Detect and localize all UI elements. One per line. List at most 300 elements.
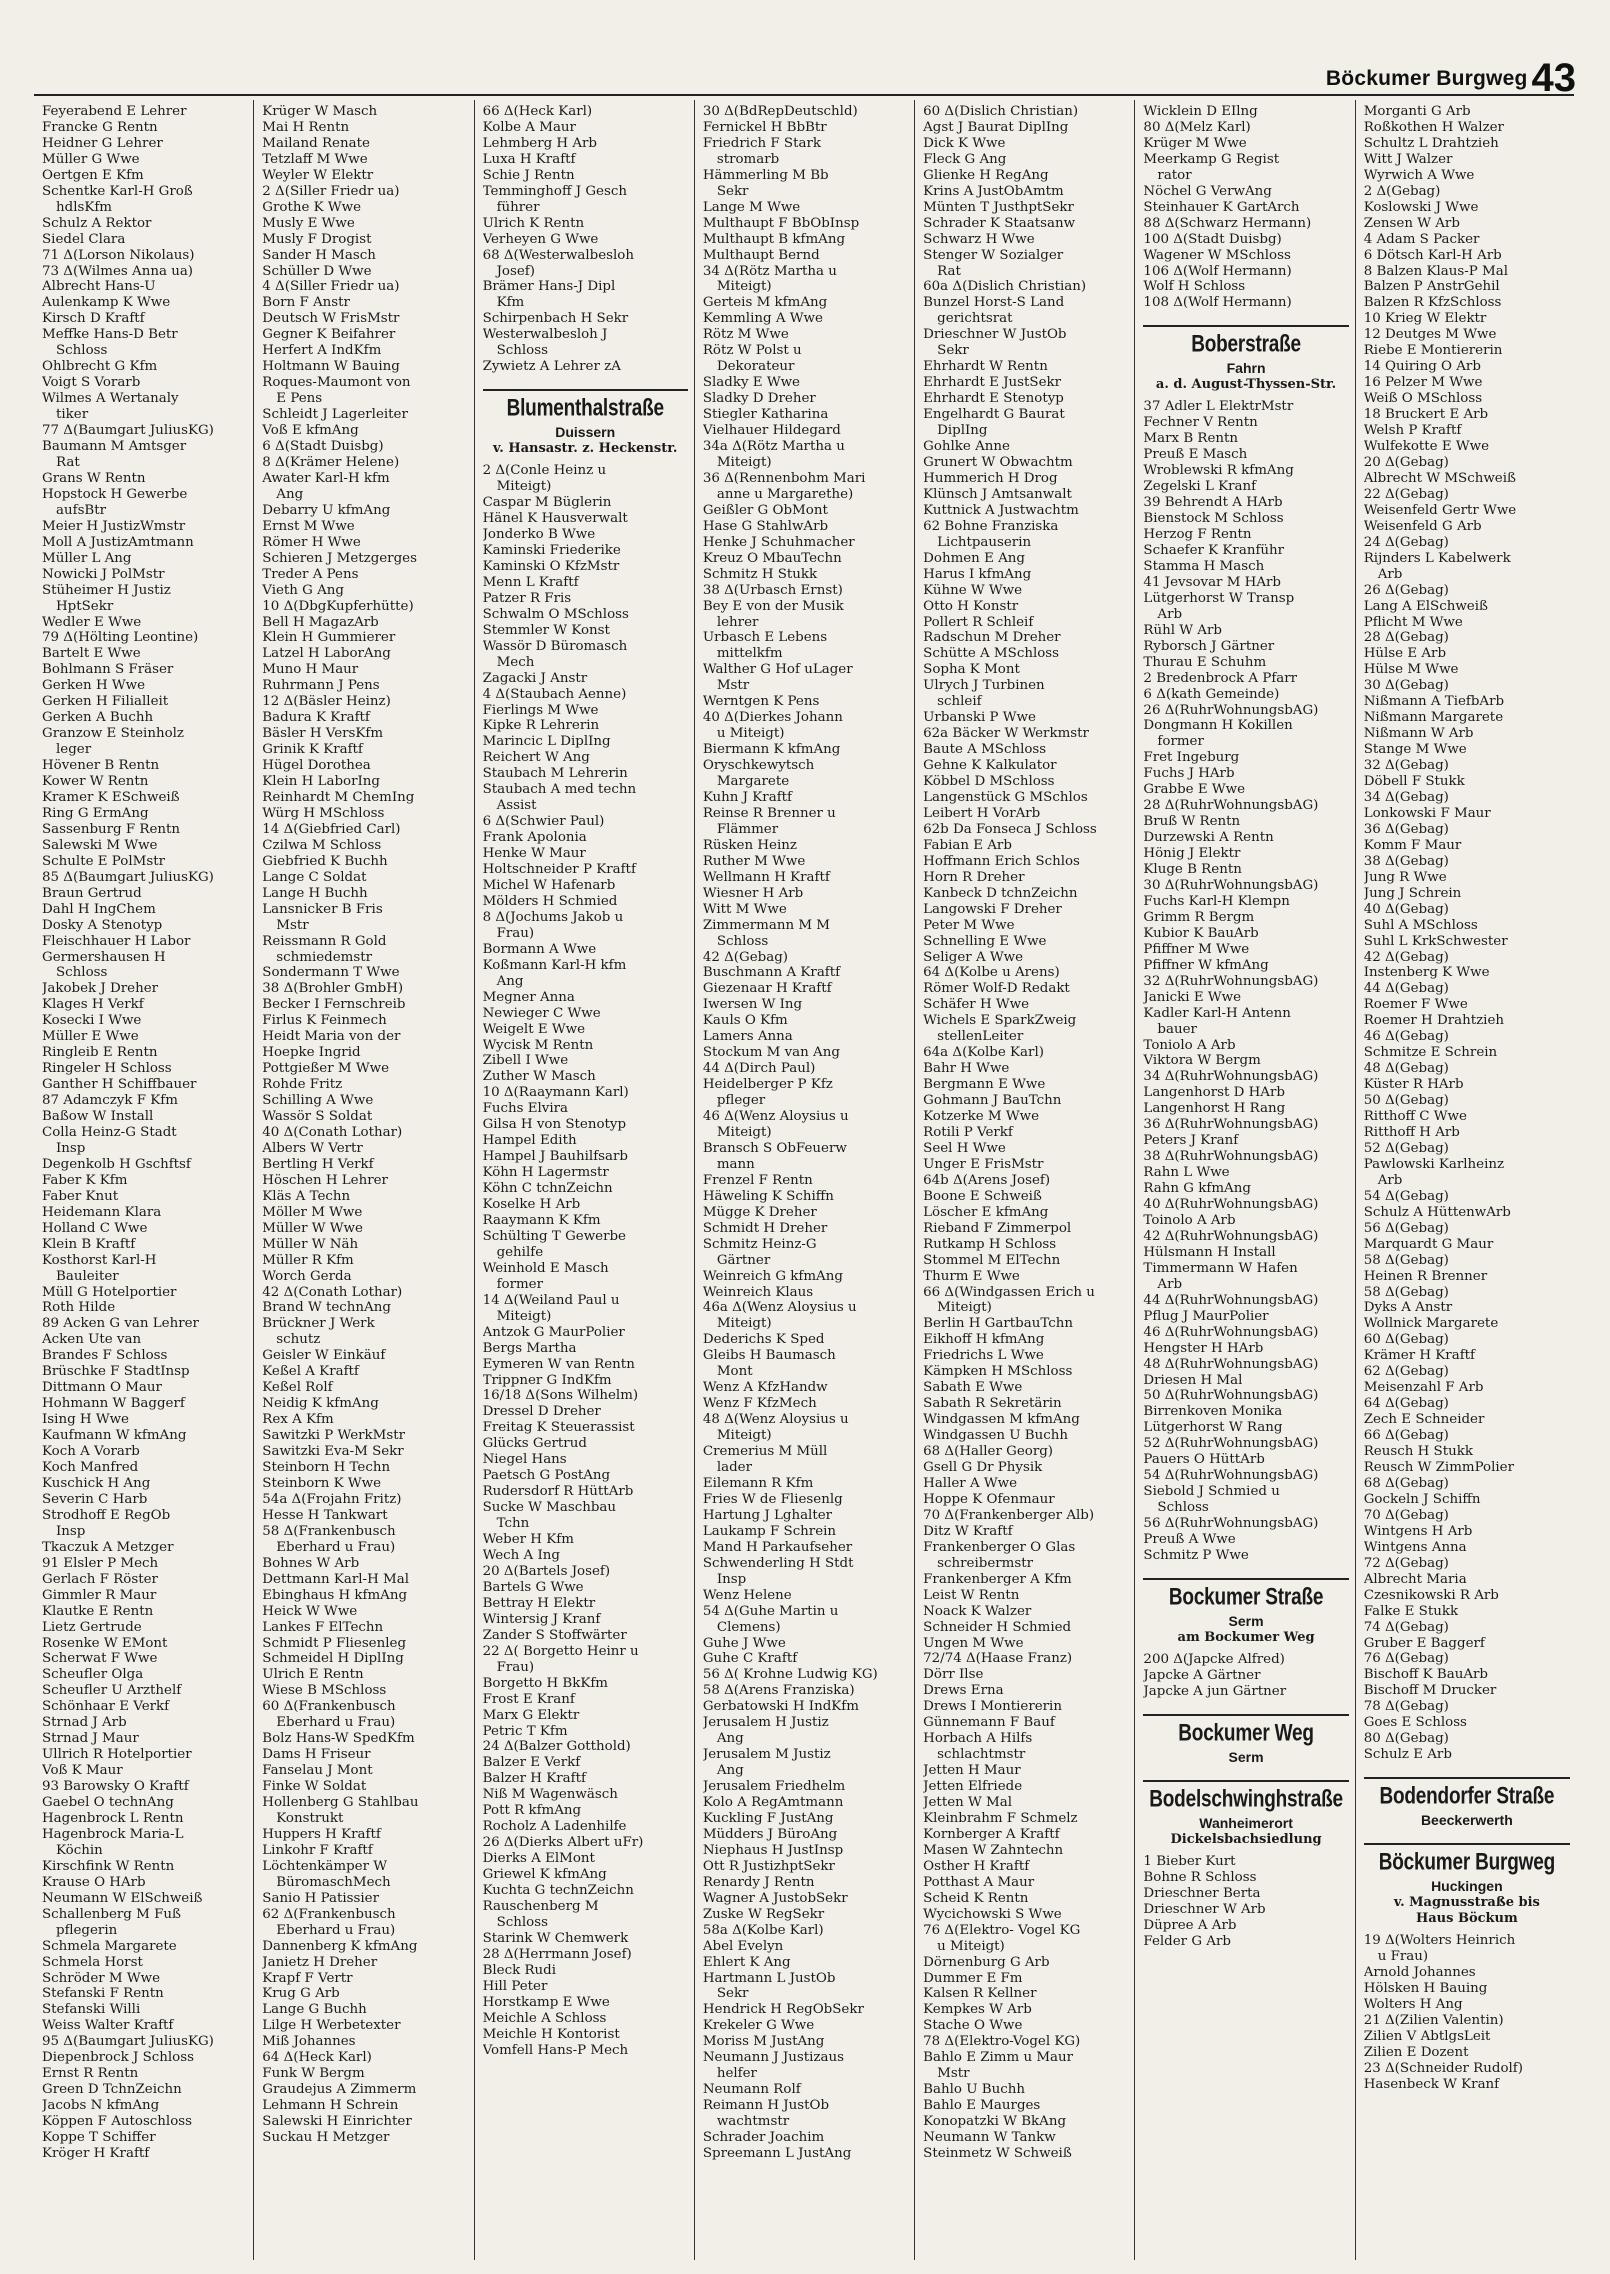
directory-entry: Rat (937, 263, 961, 279)
directory-entry: 58a Δ(Kolbe Karl) (702, 1922, 824, 1938)
directory-entry: Sabath R Sekretärin (923, 1396, 1062, 1412)
directory-entry: Riebe E Montiererin (1363, 343, 1503, 359)
directory-entry: Glücks Gertrud (482, 1436, 587, 1452)
directory-entry: Herfert A IndKfm (262, 343, 382, 359)
directory-entry: Weisenfeld Gertr Wwe (1363, 502, 1517, 518)
directory-entry: Graudejus A Zimmerm (262, 2082, 417, 2098)
directory-entry: Hesse H Tankwart (262, 1507, 388, 1523)
directory-entry: 60 Δ(Frankenbusch (262, 1699, 396, 1715)
directory-entry: Ernst M Wwe (262, 518, 355, 534)
directory-entry: Hendrick H RegObSekr (702, 2002, 864, 2018)
directory-entry: Miteigt) (496, 479, 552, 495)
directory-entry: lehrer (716, 614, 759, 630)
directory-entry: Kreuz O MbauTechn (702, 550, 842, 566)
directory-entry: Reimann H JustOb (702, 2098, 830, 2114)
directory-entry: 56 Δ(RuhrWohnungsbAG) (1143, 1516, 1319, 1532)
directory-entry: Konopatzki W BkAng (923, 2114, 1067, 2130)
directory-entry: Rutkamp H Schloss (923, 1236, 1057, 1252)
directory-entry: Fleck G Ang (923, 151, 1007, 167)
directory-entry: Weinhold E Masch (482, 1260, 609, 1276)
directory-entry: Caspar M Büglerin (482, 495, 612, 511)
directory-entry: Miteigt) (496, 1308, 552, 1324)
directory-entry: Koßmann Karl-H kfm (482, 957, 627, 973)
directory-entry: Meisenzahl F Arb (1363, 1380, 1484, 1396)
directory-entry: Czilwa M Schloss (262, 837, 382, 853)
directory-entry: Miteigt) (716, 1428, 772, 1444)
street-name: Bodendorfer Straße (1379, 1783, 1555, 1810)
directory-entry: Vomfell Hans-P Mech (482, 2042, 629, 2058)
directory-entry: Kaminski Friederike (482, 542, 621, 558)
directory-entry: 85 Δ(Baumgart JuliusKG) (42, 869, 214, 885)
directory-entry: 14 Δ(Weiland Paul u (482, 1292, 620, 1308)
directory-entry: Dongmann H Kokillen (1143, 718, 1293, 734)
directory-entry: Kleinbrahm F Schmelz (923, 1810, 1078, 1826)
directory-entry: Kemmling A Wwe (702, 311, 823, 327)
directory-entry: Nißmann Margarete (1363, 710, 1504, 726)
directory-entry: lader (716, 1460, 753, 1476)
directory-entry: Reusch W ZimmPolier (1363, 1460, 1515, 1476)
directory-entry: Sawitzki Eva-M Sekr (262, 1444, 404, 1460)
directory-entry: Schirpenbach H Sekr (482, 311, 629, 327)
directory-entry: Meffke Hans-D Betr (42, 327, 178, 343)
directory-entry: Ulrich E Rentn (262, 1667, 364, 1683)
directory-entry: Lange C Soldat (262, 869, 367, 885)
directory-entry: 46a Δ(Wenz Aloysius u (702, 1300, 857, 1316)
directory-entry: Huppers H Kraftf (262, 1826, 381, 1842)
directory-entry: Münten T JusthptSekr (923, 199, 1074, 215)
directory-entry: Kaminski O KfzMstr (482, 558, 620, 574)
directory-entry: Insp (56, 1140, 86, 1156)
directory-entry: Bransch S ObFeuerw (702, 1140, 847, 1156)
directory-entry: Eberhard u Frau) (276, 1715, 396, 1731)
directory-entry: 24 Δ(Balzer Gotthold) (482, 1739, 631, 1755)
directory-entry: Neumann Rolf (702, 2082, 801, 2098)
directory-entry: Bolz Hans-W SpedKfm (262, 1731, 415, 1747)
directory-entry: 80 Δ(Melz Karl) (1143, 119, 1251, 135)
directory-entry: Rötz M Wwe (702, 327, 789, 343)
directory-entry: E Pens (276, 391, 323, 407)
directory-entry: Drieschner W JustOb (923, 327, 1067, 343)
directory-entry: Niß M Wagenwäsch (482, 1787, 618, 1803)
directory-entry: former (496, 1276, 544, 1292)
directory-entry: Rat (56, 454, 80, 470)
directory-entry: Reusch H Stukk (1363, 1444, 1473, 1460)
directory-entry: Dannenberg K kfmAng (262, 1938, 418, 1954)
directory-entry: Müller G Wwe (42, 151, 140, 167)
directory-entry: 22 Δ(Gebag) (1363, 486, 1449, 502)
directory-entry: Baute A MSchloss (923, 742, 1047, 758)
directory-entry: Kauls O Kfm (702, 1013, 788, 1029)
directory-entry: Wassör S Soldat (262, 1109, 373, 1125)
directory-entry: Küster R HArb (1363, 1077, 1464, 1093)
directory-entry: 72/74 Δ(Haase Franz) (923, 1651, 1073, 1667)
directory-entry: Dummer E Fm (923, 1970, 1023, 1986)
directory-entry: Schrader Joachim (702, 2130, 825, 2146)
directory-entry: Fanselau J Mont (262, 1763, 373, 1779)
directory-entry: 44 Δ(RuhrWohnungsbAG) (1143, 1292, 1319, 1308)
directory-entry: 34 Δ(Gebag) (1363, 789, 1449, 805)
directory-entry: 2 Δ(Conle Heinz u (482, 463, 607, 479)
directory-entry: 4 Δ(Staubach Aenne) (482, 686, 627, 702)
directory-entry: Gilsa H von Stenotyp (482, 1117, 627, 1133)
directory-entry: Mstr (276, 917, 309, 933)
directory-entry: Zywietz A Lehrer zA (482, 359, 621, 375)
directory-entry: Meerkamp G Regist (1143, 151, 1280, 167)
directory-entry: Keßel Rolf (262, 1380, 333, 1396)
directory-entry: Schulz E Arb (1363, 1747, 1452, 1763)
district-name: Fahrn (1226, 360, 1266, 377)
directory-entry: Birrenkoven Monika (1143, 1404, 1283, 1420)
directory-entry: 62b Da Fonseca J Schloss (923, 821, 1097, 837)
directory-entry: Giezenaar H Kraftf (702, 981, 832, 997)
directory-entry: Dohmen E Ang (923, 550, 1025, 566)
directory-entry: Harus I kfmAng (923, 566, 1032, 582)
directory-entry: 10 Δ(Raaymann Karl) (482, 1085, 629, 1101)
directory-entry: Antzok G MaurPolier (482, 1324, 625, 1340)
directory-entry: Kosecki I Wwe (42, 1013, 142, 1029)
directory-entry: 72 Δ(Gebag) (1363, 1555, 1449, 1571)
directory-entry: Klein B Kraftf (42, 1236, 136, 1252)
directory-entry: Kanbeck D tchnZeichn (923, 885, 1078, 901)
directory-entry: Musly E Wwe (262, 215, 355, 231)
directory-entry: 66 Δ(Gebag) (1363, 1428, 1449, 1444)
entries-col7b (1364, 1933, 1570, 2093)
directory-entry: Schmela Margarete (42, 1938, 177, 1954)
directory-entry: Haller A Wwe (923, 1475, 1018, 1491)
directory-entry: Preuß E Masch (1143, 447, 1248, 463)
directory-entry: Funk W Bergm (262, 2066, 365, 2082)
directory-entry: Tchn (496, 1516, 530, 1532)
directory-entry: Oryschkewytsch (702, 758, 815, 774)
directory-entry: Wroblewski R kfmAng (1143, 463, 1294, 479)
directory-entry: 2 Δ(Gebag) (1363, 183, 1441, 199)
directory-entry: Heidner G Lehrer (42, 135, 163, 151)
directory-entry: Schmidt H Dreher (702, 1220, 828, 1236)
directory-entry: Lamers Anna (702, 1029, 793, 1045)
entries-col3a (483, 104, 688, 375)
directory-entry: Moll A JustizAmtmann (42, 534, 194, 550)
directory-entry: Arnold Johannes (1363, 1965, 1476, 1981)
directory-entry: Jerusalem M Justiz (702, 1747, 831, 1763)
directory-entry: Raaymann K Kfm (482, 1213, 601, 1228)
directory-entry: pfleger (716, 1093, 766, 1109)
directory-entry: Felder G Arb (1143, 1933, 1231, 1949)
directory-entry: Ernst R Rentn (42, 2066, 139, 2082)
directory-entry: Brämer Hans-J Dipl (482, 279, 616, 295)
directory-entry: Walther G Hof uLager (702, 662, 853, 678)
directory-entry: Strodhoff E RegOb (42, 1507, 171, 1523)
directory-entry: Ehlert K Ang (702, 1954, 791, 1970)
directory-entry: Jerusalem H Justiz (702, 1715, 829, 1731)
street-name: Bockumer Straße (1168, 1584, 1324, 1611)
directory-entry: Bauleiter (56, 1268, 119, 1284)
directory-entry: Ruther M Wwe (702, 853, 806, 869)
directory-entry: Kirschfink W Rentn (42, 1858, 175, 1874)
directory-entry: Jetten H Maur (923, 1763, 1021, 1779)
directory-entry: Wycichowski S Wwe (923, 1906, 1062, 1922)
directory-entry: Bartelt E Wwe (42, 646, 141, 662)
directory-entry: Frau) (496, 1659, 535, 1675)
directory-entry: Japcke A jun Gärtner (1143, 1683, 1287, 1699)
directory-entry: Ruhrmann J Pens (262, 678, 380, 694)
directory-entry: stromarb (716, 151, 780, 167)
directory-entry: Zegelski L Kranf (1143, 479, 1257, 495)
directory-entry: Gaebel O technAng (42, 1795, 174, 1811)
directory-entry: Wellmann H Kraftf (702, 869, 830, 885)
directory-entry: Höschen H Lehrer (262, 1172, 388, 1188)
directory-entry: hdlsKfm (56, 199, 113, 215)
directory-entry: Kornberger A Kraftf (923, 1826, 1060, 1842)
directory-entry: 77 Δ(Baumgart JuliusKG) (42, 423, 214, 439)
directory-entry: Köhn H Lagermstr (482, 1165, 609, 1181)
directory-entry: Seel H Wwe (923, 1140, 1006, 1156)
directory-entry: 23 Δ(Schneider Rudolf) (1363, 2060, 1523, 2076)
directory-entry: Siebold J Schmied u (1143, 1484, 1280, 1500)
directory-entry: 2 Bredenbrock A Pfarr (1143, 670, 1298, 686)
directory-entry: Zilien E Dozent (1363, 2044, 1469, 2060)
directory-entry: Voigt S Vorarb (42, 375, 141, 391)
street-range: v. Magnusstraße bis (1393, 1895, 1540, 1911)
directory-entry: Horn R Dreher (923, 869, 1025, 885)
directory-entry: Möller M Wwe (262, 1204, 363, 1220)
directory-entry: Toniolo A Arb (1143, 1037, 1236, 1053)
directory-entry: 58 Δ(Arens Franziska) (702, 1683, 855, 1699)
directory-entry: Friedrich F Stark (702, 135, 821, 151)
directory-entry: Schie J Rentn (482, 167, 575, 183)
directory-entry: 70 Δ(Gebag) (1363, 1507, 1449, 1523)
directory-entry: Berlin H GartbauTchn (923, 1316, 1073, 1332)
directory-entry: u Miteigt) (937, 1938, 1005, 1954)
directory-entry: Schnelling E Wwe (923, 933, 1047, 949)
directory-entry: Ditz W Kraftf (923, 1523, 1013, 1539)
directory-entry: Wagener W MSchloss (1143, 247, 1291, 263)
directory-entry: Bienstock M Schloss (1143, 511, 1284, 527)
directory-entry: Rüsken Heinz (702, 837, 797, 853)
directory-entry: Zander S Stoffwärter (482, 1627, 627, 1643)
directory-entry: schutz (276, 1332, 321, 1348)
directory-entry: Würg H MSchloss (262, 805, 385, 821)
directory-entry: 40 Δ(Gebag) (1363, 901, 1449, 917)
directory-entry: Schütte A MSchloss (923, 646, 1060, 662)
directory-entry: Lietz Gertrude (42, 1619, 142, 1635)
directory-entry: Kaufmann W kfmAng (42, 1428, 187, 1444)
directory-entry: BüromaschMech (276, 1874, 391, 1890)
directory-entry: Meier H JustizWmstr (42, 518, 186, 534)
street-heading-bodelschwinghstrasse (1143, 1780, 1348, 1848)
directory-entry: 93 Barowsky O Kraftf (42, 1779, 189, 1795)
directory-entry: Rijnders L Kabelwerk (1363, 550, 1511, 566)
directory-entry: Mai H Rentn (262, 119, 350, 135)
directory-entry: Born F Anstr (262, 295, 350, 311)
directory-entry: 30 Δ(RuhrWohnungsbAG) (1143, 877, 1319, 893)
directory-entry: Timmermann W Hafen (1143, 1260, 1298, 1276)
directory-entry: Baßow W Install (42, 1109, 154, 1125)
directory-entry: Strnad J Maur (42, 1731, 139, 1747)
directory-entry: Ang (496, 973, 524, 989)
directory-entry: 28 Δ(Herrmann Josef) (482, 1946, 632, 1962)
directory-entry: Boone E Schweiß (923, 1188, 1042, 1204)
directory-entry: Hill Peter (482, 1978, 548, 1994)
directory-entry: Scheufler Olga (42, 1667, 144, 1683)
directory-entry: Pfiffner W kfmAng (1143, 957, 1269, 973)
directory-entry: 54 Δ(Guhe Martin u (702, 1603, 839, 1619)
directory-entry: 64 Δ(Heck Karl) (262, 2050, 372, 2066)
directory-entry: Multhaupt B kfmAng (702, 231, 846, 247)
directory-entry: Weinreich Klaus (702, 1284, 814, 1300)
directory-entry: Gerken H Filialleit (42, 694, 169, 710)
directory-entry: Dressel D Dreher (482, 1404, 601, 1420)
directory-entry: 78 Δ(Gebag) (1363, 1699, 1449, 1715)
directory-entry: Fleischhauer H Labor (42, 933, 191, 949)
directory-entry: 34 Δ(RuhrWohnungsbAG) (1143, 1069, 1319, 1085)
directory-entry: Grabbe E Wwe (1143, 782, 1246, 798)
directory-entry: Müller W Wwe (262, 1220, 363, 1236)
directory-entry: Bleck Rudi (482, 1962, 557, 1978)
directory-entry: Radschun M Dreher (923, 630, 1061, 646)
directory-entry: Bohne R Schloss (1143, 1869, 1257, 1885)
directory-entry: Steinmetz W Schweiß (923, 2146, 1072, 2161)
directory-entry: Miteigt) (716, 279, 772, 295)
directory-entry: Iwersen W Ing (702, 997, 803, 1013)
directory-entry: Rotili P Verkf (923, 1125, 1013, 1140)
directory-entry: Sekr (716, 1986, 749, 2002)
directory-entry: Mstr (937, 2066, 970, 2082)
directory-entry: Krekeler G Wwe (702, 2018, 815, 2034)
directory-entry: Driesen H Mal (1143, 1372, 1243, 1388)
directory-entry: Paetsch G PostAng (482, 1468, 611, 1484)
directory-entry: Gehne K Kalkulator (923, 758, 1057, 774)
directory-entry: Hopstock H Gewerbe (42, 486, 188, 502)
directory-columns (34, 100, 1576, 2260)
directory-entry: Pfiffner M Wwe (1143, 941, 1250, 957)
directory-entry: Toinolo A Arb (1143, 1213, 1236, 1228)
entries-col1 (42, 104, 247, 2162)
directory-entry: 6 Δ(kath Gemeinde) (1143, 686, 1280, 702)
directory-entry: Sladky D Dreher (702, 391, 816, 407)
directory-entry: Schröder M Wwe (42, 1970, 161, 1986)
directory-entry: Muno H Maur (262, 662, 359, 678)
directory-entry: Rötz W Polst u (702, 343, 802, 359)
directory-entry: Cremerius M Müll (702, 1444, 828, 1460)
directory-entry: Mügge K Dreher (702, 1204, 817, 1220)
directory-entry: Musly F Drogist (262, 231, 372, 247)
directory-entry: Staubach M Lehrerin (482, 766, 628, 782)
directory-entry: Lehmberg H Arb (482, 135, 598, 151)
district-name: Beeckerwerth (1420, 1812, 1513, 1829)
directory-entry: Roques-Maumont von (262, 375, 411, 391)
directory-entry: Sopha K Mont (923, 662, 1020, 678)
directory-entry: Koch Manfred (42, 1460, 139, 1476)
directory-entry: Schmela Horst (42, 1954, 143, 1970)
directory-entry: 36 Δ(RuhrWohnungsbAG) (1143, 1117, 1319, 1133)
directory-entry: Gohlke Anne (923, 439, 1010, 455)
directory-entry: Josef) (496, 263, 535, 279)
directory-entry: Kolbe A Maur (482, 119, 576, 135)
directory-entry: Kluge B Rentn (1143, 862, 1242, 878)
directory-entry: Geißler G ObMont (702, 502, 828, 518)
directory-entry: Müller E Wwe (42, 1029, 139, 1045)
column-5 (915, 100, 1135, 2260)
directory-entry: 64a Δ(Kolbe Karl) (923, 1045, 1044, 1061)
directory-entry: Hampel J Bauhilfsarb (482, 1149, 629, 1165)
directory-entry: Stange M Wwe (1363, 742, 1467, 758)
directory-entry: Acken Ute van (42, 1332, 142, 1348)
directory-entry: Menn L Kraftf (482, 574, 579, 590)
directory-entry: Schmitz Heinz-G (702, 1236, 817, 1252)
directory-entry: 2 Δ(Siller Friedr ua) (262, 183, 400, 199)
directory-entry: Vieth G Ang (262, 582, 345, 598)
entries-col4 (703, 104, 908, 2162)
directory-entry: 58 Δ(Gebag) (1363, 1252, 1449, 1268)
directory-entry: u Frau) (1377, 1949, 1429, 1965)
directory-entry: Ring G ErmAng (42, 805, 149, 821)
directory-entry: 21 Δ(Zilien Valentin) (1363, 2012, 1504, 2028)
directory-entry: Seliger A Wwe (923, 949, 1024, 965)
directory-entry: Petric T Kfm (482, 1723, 568, 1739)
directory-entry: Deutsch W FrisMstr (262, 311, 400, 327)
directory-entry: Schäfer H Wwe (923, 997, 1030, 1013)
directory-entry: 95 Δ(Baumgart JuliusKG) (42, 2034, 214, 2050)
directory-entry: Osther H Kraftf (923, 1858, 1030, 1874)
directory-entry: Dederichs K Sped (702, 1332, 825, 1348)
directory-entry: Weiß O MSchloss (1363, 391, 1483, 407)
directory-entry: schleif (937, 694, 982, 710)
directory-entry: Schulz A HüttenwArb (1363, 1204, 1511, 1220)
directory-entry: Gerlach F Röster (42, 1571, 158, 1587)
directory-entry: Neidig K kfmAng (262, 1396, 379, 1412)
directory-entry: Schönhaar E Verkf (42, 1699, 170, 1715)
directory-entry: 34 Δ(Rötz Martha u (702, 263, 837, 279)
directory-entry: Heidt Maria von der (262, 1029, 401, 1045)
directory-entry: Dettmann Karl-H Mal (262, 1571, 409, 1587)
directory-entry: 46 Δ(Wenz Aloysius u (702, 1109, 849, 1125)
directory-entry: Brüschke F StadtInsp (42, 1364, 190, 1380)
directory-entry: Meichle A Schloss (482, 2010, 607, 2026)
street-range: am Bockumer Weg (1177, 1629, 1315, 1645)
directory-entry: Hartmann L JustOb (702, 1970, 836, 1986)
directory-entry: 74 Δ(Gebag) (1363, 1619, 1449, 1635)
directory-entry: Bohnes W Arb (262, 1555, 360, 1571)
directory-entry: Worch Gerda (262, 1268, 352, 1284)
street-name: Böckumer Burgweg (1378, 1849, 1555, 1876)
directory-entry: 66 Δ(Windgassen Erich u (923, 1284, 1095, 1300)
directory-entry: Dahl H IngChem (42, 901, 156, 917)
directory-entry: Feyerabend E Lehrer (42, 104, 187, 119)
directory-entry: Koselke H Arb (482, 1197, 581, 1213)
directory-entry: 12 Deutges M Wwe (1363, 327, 1497, 343)
directory-entry: Brandes F Schloss (42, 1348, 168, 1364)
street-name: Blumenthalstraße (506, 395, 664, 422)
directory-entry: 56 Δ( Krohne Ludwig KG) (702, 1667, 878, 1683)
directory-entry: Margarete (716, 774, 790, 790)
directory-entry: 37 Adler L ElektrMstr (1143, 399, 1294, 415)
directory-entry: anne u Margarethe) (716, 486, 854, 502)
directory-entry: Fechner V Rentn (1143, 415, 1258, 431)
directory-entry: rator (1157, 167, 1192, 183)
directory-entry: Kadler Karl-H Antenn (1143, 1005, 1291, 1021)
directory-entry: Schentke Karl-H Groß (42, 183, 193, 199)
directory-entry: 58 Δ(Gebag) (1363, 1284, 1449, 1300)
directory-entry: Stache O Wwe (923, 2018, 1023, 2034)
directory-entry: Frau) (496, 925, 535, 941)
directory-entry: Bischoff M Drucker (1363, 1683, 1497, 1699)
street-range: a. d. August-Thyssen-Str. (1155, 377, 1337, 393)
directory-entry: Oertgen E Kfm (42, 167, 144, 183)
directory-entry: Miteigt) (716, 1316, 772, 1332)
directory-entry: Nowicki J PolMstr (42, 566, 165, 582)
directory-entry: Gleibs H Baumasch (702, 1348, 836, 1364)
directory-entry: Diepenbrock J Schloss (42, 2050, 194, 2066)
